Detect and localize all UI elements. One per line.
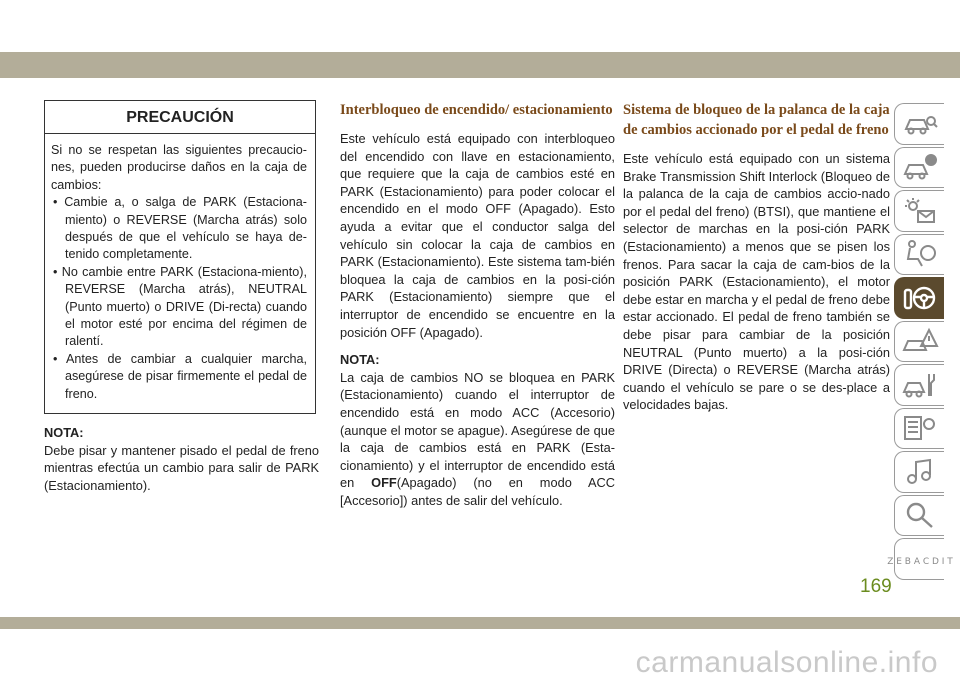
- caution-item: • Antes de cambiar a cualquier marcha, asegúrese de pisar firmemente el pedal de freno.: [51, 351, 307, 403]
- section-paragraph: Este vehículo está equipado con interbloqueo del encendido con llave en estacionamiento, que requiere que la caja de cambios esté en PARK (Estacionamiento) para poder colocar el encendido en el modo OFF (Apagado). Esto ayuda a evitar que el conductor salga del vehículo sin colocar la caja de cambios en PARK (Estacionamiento). Este sistema tam-bién bloquea la caja de cambios en la posi-ción PARK (Estacionamiento) siempre que el interruptor de encendido se encuentre en la posición OFF (Apagado).: [340, 131, 615, 340]
- car-info-icon[interactable]: [894, 147, 944, 189]
- nota-text-b: (Apagado) (no en modo ACC [Accesorio]) antes de salir del vehículo.: [340, 475, 615, 508]
- nota-text: Debe pisar y mantener pisado el pedal de freno mientras efectúa un cambio para salir de PARK (Estacionamiento).: [44, 442, 319, 493]
- column-1: [44, 100, 319, 494]
- index-letters: Z E B A C D I T: [886, 556, 953, 567]
- nota-text-a: La caja de cambios NO se bloquea en PARK (Estacionamiento) cuando el interruptor de encendido está en modo ACC (Accesorio) (aunque el motor se apague). Asegúrese de que la caja de cambios está en PARK (Esta-cionamiento) y el interruptor de encendido está en: [340, 369, 615, 491]
- section-paragraph: Este vehículo está equipado con un sistema Brake Transmission Shift Interlock (Bloqueo de la palanca de la caja de cambios accio-nado por el pedal del freno) (BTSI), que mantiene el selector de marchas en la posi-ción PARK (Estacionamiento) a menos que se pisen los frenos. Para sacar la caja de cam-bios de la posición PARK (Estacionamiento), el motor debe estar en marcha y el pedal de freno debe estar accionado. El pedal de freno también se debe pisar para cambiar de la posición NEUTRAL (Punto muerto) a la posi-ción DRIVE (Directa) o REVERSE (Marcha atrás) cuando el vehículo se pare o se des-place a velocidades bajas.: [623, 151, 890, 413]
- list-gear-icon[interactable]: [894, 408, 944, 450]
- music-nav-icon[interactable]: [894, 451, 944, 493]
- footer-bar: [0, 617, 960, 629]
- caution-title: PRECAUCIÓN: [45, 101, 315, 134]
- caution-item: • No cambie entre PARK (Estaciona-miento), REVERSE (Marcha atrás), NEUTRAL (Punto muerto) o DRIVE (Di-recta) cuando el motor esté por encima del régimen de ralentí.: [51, 264, 307, 351]
- nota-bold: OFF: [371, 475, 397, 491]
- page-number: 169: [860, 576, 892, 597]
- seat-airbag-icon[interactable]: [894, 234, 944, 276]
- nota-text: [340, 369, 615, 510]
- watermark: carmanualsonline.info: [635, 646, 938, 679]
- lights-message-icon[interactable]: [894, 190, 944, 232]
- caution-body: [45, 134, 315, 413]
- column-3: [623, 100, 890, 414]
- caution-box: [44, 100, 316, 414]
- header-bar: [0, 52, 960, 78]
- warning-car-icon[interactable]: [894, 321, 944, 363]
- section-heading: Sistema de bloqueo de la palanca de la caja de cambios accionado por el pedal de freno: [623, 102, 890, 138]
- column-2: [340, 100, 615, 509]
- caution-intro: Si no se respetan las siguientes precaucio-nes, pueden producirse daños en la caja de cambios:: [51, 143, 307, 192]
- section-heading: Interbloqueo de encendido/ estacionamiento: [340, 102, 613, 118]
- chapter-tabs: [886, 103, 953, 582]
- nota-label: NOTA:: [44, 425, 84, 441]
- steering-key-icon[interactable]: [894, 277, 944, 319]
- car-search-icon[interactable]: [894, 103, 944, 145]
- caution-list: [51, 194, 307, 403]
- nota-label: NOTA:: [340, 352, 380, 368]
- caution-item: • Cambie a, o salga de PARK (Estaciona-miento) o REVERSE (Marcha atrás) solo después de que el vehículo se haya de-tenido completamente.: [51, 194, 307, 264]
- magnifier-icon[interactable]: [894, 495, 944, 537]
- alphabet-index-icon[interactable]: [886, 538, 953, 580]
- car-tools-icon[interactable]: [894, 364, 944, 406]
